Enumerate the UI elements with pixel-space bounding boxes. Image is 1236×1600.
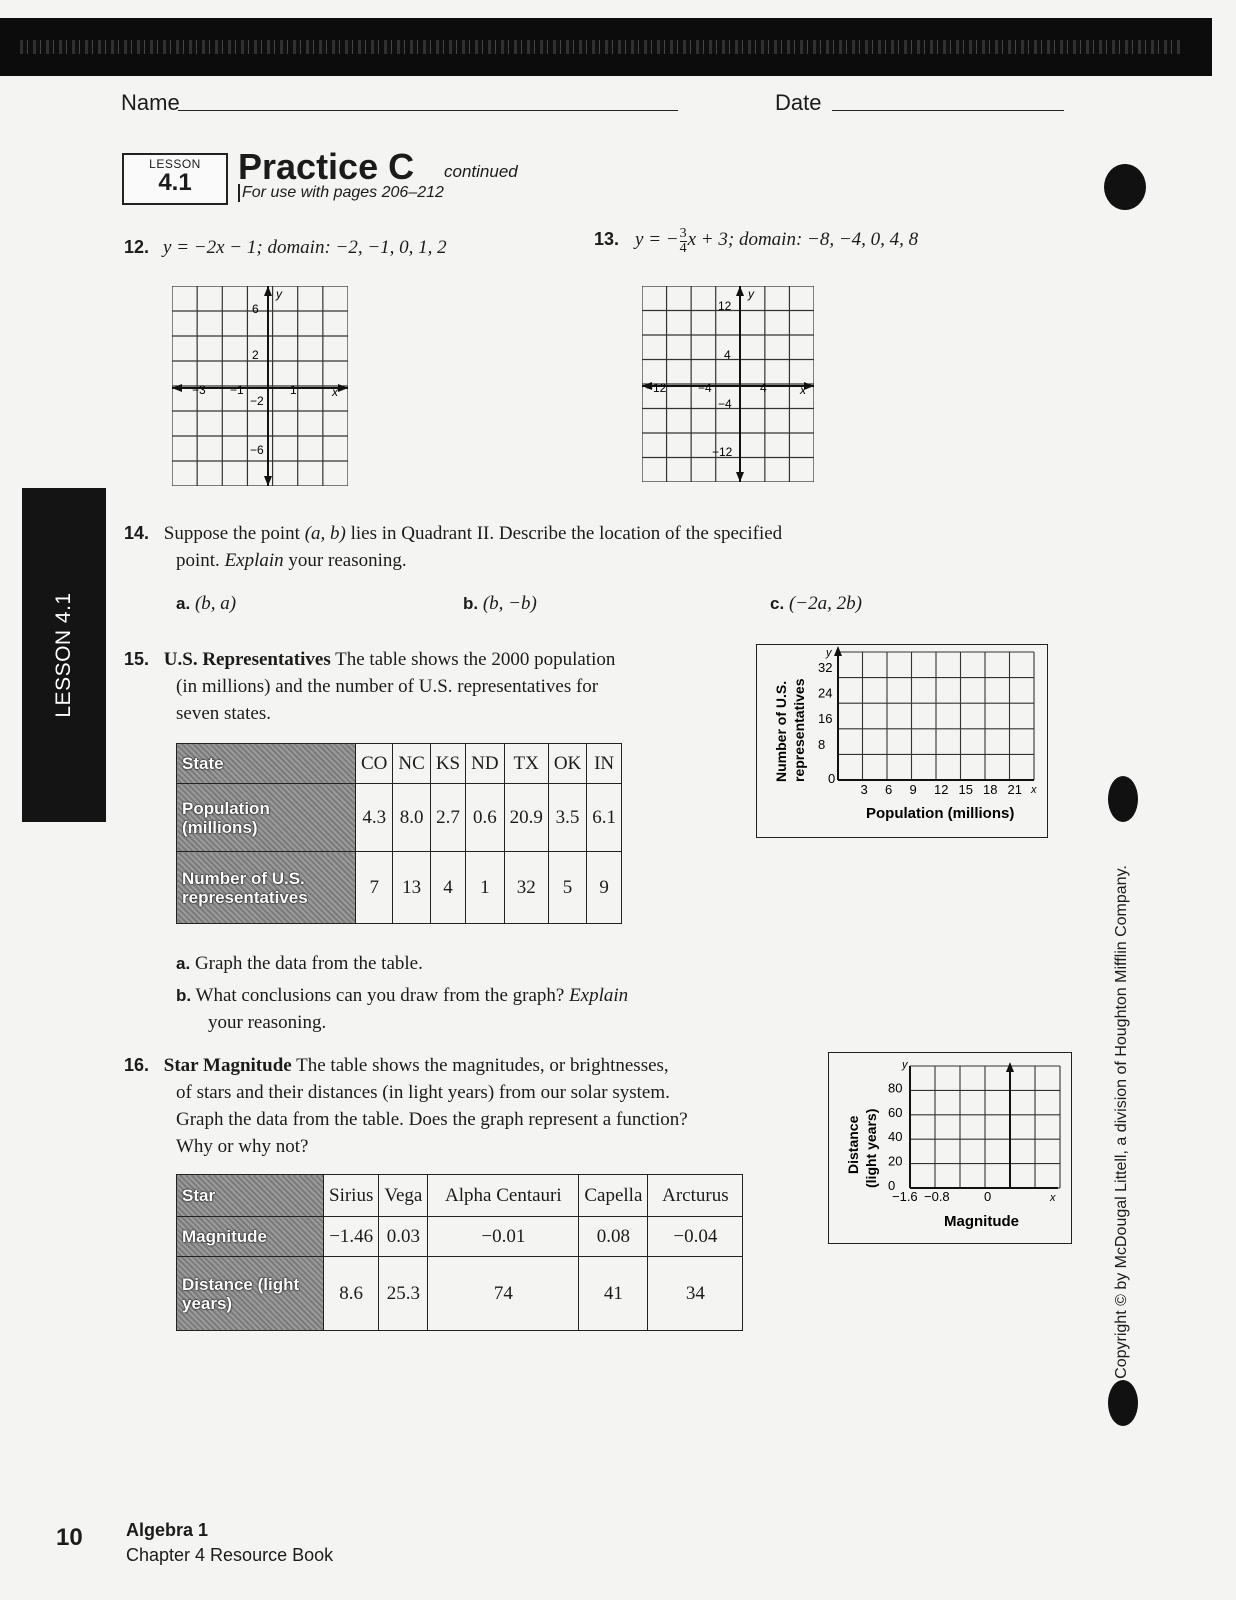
problem-15-graph[interactable] <box>756 644 1046 836</box>
problem-12-equation: y = −2x − 1; domain: −2, −1, 0, 1, 2 <box>163 237 447 258</box>
chapter-title: Chapter 4 Resource Book <box>126 1545 334 1565</box>
y-title-2: (light years) <box>863 1108 879 1188</box>
x-tick-label: −12 <box>646 381 667 395</box>
lesson-word: LESSON <box>149 157 201 171</box>
problem-number: 14. <box>124 523 150 543</box>
x-tick-label: −0.8 <box>924 1189 950 1204</box>
representatives-cell: 13 <box>393 852 430 924</box>
problem-13-grid[interactable] <box>642 286 814 482</box>
x-tick-label: 9 <box>909 782 917 797</box>
population-cell: 20.9 <box>504 784 548 852</box>
x-tick-label: 3 <box>860 782 868 797</box>
row-header: State <box>177 744 356 784</box>
population-cell: 8.0 <box>393 784 430 852</box>
representatives-table <box>176 743 622 924</box>
representatives-cell: 32 <box>504 852 548 924</box>
problem-12-grid[interactable] <box>172 286 348 486</box>
problem-14 <box>124 520 924 574</box>
representatives-cell: 1 <box>466 852 504 924</box>
x-tick-label: 21 <box>1007 782 1022 797</box>
state-cell: CO <box>356 744 393 784</box>
representatives-cell: 4 <box>430 852 465 924</box>
problem-number: 12. <box>124 237 150 257</box>
binder-hole <box>1108 1380 1138 1426</box>
population-cell: 6.1 <box>587 784 622 852</box>
row-header: Magnitude <box>177 1217 324 1257</box>
state-cell: IN <box>587 744 622 784</box>
representatives-cell: 7 <box>356 852 393 924</box>
problem-13 <box>594 226 918 256</box>
star-cell: Alpha Centauri <box>428 1175 579 1217</box>
problem-16-text: Why or why not? <box>176 1136 309 1157</box>
problem-14-text: Suppose the point <box>163 523 300 544</box>
y-tick-label: 6 <box>252 302 259 316</box>
x-tick-label: 4 <box>760 381 767 395</box>
binder-hole <box>1108 776 1138 822</box>
y-tick-label: 40 <box>888 1129 903 1145</box>
x-tick-label: −4 <box>698 381 712 395</box>
y-tick-label: 60 <box>888 1104 903 1120</box>
explain-word: Explain <box>224 550 284 571</box>
y-tick-label: 2 <box>252 348 259 362</box>
x-tick-label: −1 <box>230 383 244 397</box>
problem-16-text: The table shows the magnitudes, or brightnesses, <box>296 1055 669 1076</box>
star-cell: Capella <box>579 1175 648 1217</box>
representatives-cell: 9 <box>587 852 622 924</box>
row-header: Number of U.S. representatives <box>177 852 356 924</box>
problem-12 <box>124 234 447 261</box>
magnitude-cell: 0.08 <box>579 1217 648 1257</box>
y-tick-label: 8 <box>818 736 826 752</box>
lesson-box <box>122 153 228 205</box>
problem-16-graph[interactable] <box>828 1052 1070 1242</box>
distance-cell: 8.6 <box>324 1257 379 1331</box>
problem-16 <box>124 1052 804 1160</box>
star-cell: Arcturus <box>648 1175 743 1217</box>
problem-14-text: point. <box>176 550 220 571</box>
problem-14-text: your reasoning. <box>288 550 407 571</box>
problem-14-part-b: b. (b, −b) <box>463 593 537 614</box>
date-line <box>832 110 1064 111</box>
problem-number: 16. <box>124 1055 150 1075</box>
distance-cell: 25.3 <box>379 1257 428 1331</box>
x-tick-label: 12 <box>934 782 949 797</box>
y-title-1: Distance <box>845 1115 861 1174</box>
x-axis-label: x <box>1050 1192 1056 1204</box>
y-axis-label: y <box>276 287 282 301</box>
population-cell: 0.6 <box>466 784 504 852</box>
y-title-1: Number of U.S. <box>773 680 789 782</box>
population-cell: 2.7 <box>430 784 465 852</box>
x-title: Magnitude <box>944 1213 1019 1230</box>
y-tick-label: 12 <box>718 299 732 313</box>
x-tick-label: 0 <box>984 1189 992 1204</box>
copyright-notice: Copyright © by McDougal Littell, a division of Houghton Mifflin Company. <box>1113 865 1130 1379</box>
problem-15-text: (in millions) and the number of U.S. representatives for <box>176 676 599 697</box>
problem-13-eq-pre: y = − <box>635 229 679 250</box>
distance-cell: 41 <box>579 1257 648 1331</box>
binder-hole <box>1104 164 1146 210</box>
x-title: Population (millions) <box>866 805 1015 822</box>
distance-cell: 34 <box>648 1257 743 1331</box>
fraction-numerator: 3 <box>679 225 687 241</box>
magnitude-cell: −1.46 <box>324 1217 379 1257</box>
x-tick-label: −3 <box>192 383 206 397</box>
state-cell: NC <box>393 744 430 784</box>
date-label: Date <box>775 90 822 115</box>
state-cell: TX <box>504 744 548 784</box>
y-axis-label: y <box>748 287 754 301</box>
problem-15-heading: U.S. Representatives <box>163 649 331 670</box>
page-number: 10 <box>56 1524 83 1551</box>
y-axis-label: y <box>902 1059 908 1071</box>
state-cell: KS <box>430 744 465 784</box>
lesson-side-tab <box>22 488 106 822</box>
x-axis-label: x <box>800 383 806 397</box>
fraction-denominator: 4 <box>679 240 687 256</box>
book-title: Algebra 1 <box>126 1520 209 1540</box>
fraction <box>680 227 687 256</box>
problem-16-text: of stars and their distances (in light years) from our solar system. <box>176 1082 670 1103</box>
y-tick-label: 20 <box>888 1153 903 1169</box>
origin-label: 0 <box>828 771 836 786</box>
y-title-2: representatives <box>791 678 807 782</box>
population-cell: 3.5 <box>548 784 586 852</box>
scan-top-bar <box>0 18 1212 76</box>
magnitude-cell: −0.01 <box>428 1217 579 1257</box>
problem-14-part-a: a. (b, a) <box>176 593 237 614</box>
problem-15-text: The table shows the 2000 population <box>335 649 616 670</box>
row-header: Population (millions) <box>177 784 356 852</box>
problem-14-part-c: c. (−2a, 2b) <box>770 593 862 614</box>
problem-15-part-b: b. What conclusions can you draw from the graph? Explain your reasoning. <box>176 985 629 1033</box>
problem-15 <box>124 646 724 727</box>
page-title: Practice C <box>238 146 415 187</box>
y-tick-label: 24 <box>818 685 833 701</box>
x-axis-label: x <box>1031 784 1037 796</box>
y-tick-label: −6 <box>250 443 264 457</box>
x-tick-label: 6 <box>885 782 893 797</box>
y-tick-label: 80 <box>888 1080 903 1096</box>
x-tick-label: 18 <box>983 782 998 797</box>
star-table <box>176 1174 743 1331</box>
x-tick-label: 1 <box>290 383 297 397</box>
x-axis-label: x <box>332 385 338 399</box>
star-cell: Sirius <box>324 1175 379 1217</box>
y-tick-label: −4 <box>718 397 732 411</box>
problem-14-text: lies in Quadrant II. Describe the location of the specified <box>350 523 783 544</box>
problem-number: 15. <box>124 649 150 669</box>
y-tick-label: 4 <box>724 348 731 362</box>
point-ab: (a, b) <box>304 523 346 544</box>
distance-cell: 74 <box>428 1257 579 1331</box>
x-tick-label: 15 <box>958 782 973 797</box>
y-tick-label: 16 <box>818 711 833 727</box>
y-tick-label: 32 <box>818 660 833 675</box>
row-header: Star <box>177 1175 324 1217</box>
y-axis-label: y <box>826 647 832 659</box>
y-tick-label: −12 <box>712 445 733 459</box>
state-cell: ND <box>466 744 504 784</box>
problem-16-heading: Star Magnitude <box>163 1055 292 1076</box>
magnitude-cell: 0.03 <box>379 1217 428 1257</box>
side-tab-label: LESSON 4.1 <box>52 592 75 718</box>
y-tick-label: −2 <box>250 394 264 408</box>
continued-label: continued <box>444 162 518 181</box>
row-header: Distance (light years) <box>177 1257 324 1331</box>
star-cell: Vega <box>379 1175 428 1217</box>
problem-number: 13. <box>594 229 620 249</box>
problem-15-part-a: a. Graph the data from the table. <box>176 953 423 974</box>
lesson-number: 4.1 <box>158 169 192 196</box>
pages-note: For use with pages 206–212 <box>238 184 444 202</box>
representatives-cell: 5 <box>548 852 586 924</box>
problem-16-text: Graph the data from the table. Does the graph represent a function? <box>176 1109 688 1130</box>
magnitude-cell: −0.04 <box>648 1217 743 1257</box>
state-cell: OK <box>548 744 586 784</box>
name-label: Name <box>121 90 180 115</box>
problem-13-eq-post: x + 3; domain: −8, −4, 0, 4, 8 <box>687 229 919 250</box>
problem-15-text: seven states. <box>176 703 271 724</box>
y-tick-label: 0 <box>888 1178 896 1193</box>
population-cell: 4.3 <box>356 784 393 852</box>
x-tick-label: −1.6 <box>892 1189 918 1204</box>
name-line <box>178 110 678 111</box>
